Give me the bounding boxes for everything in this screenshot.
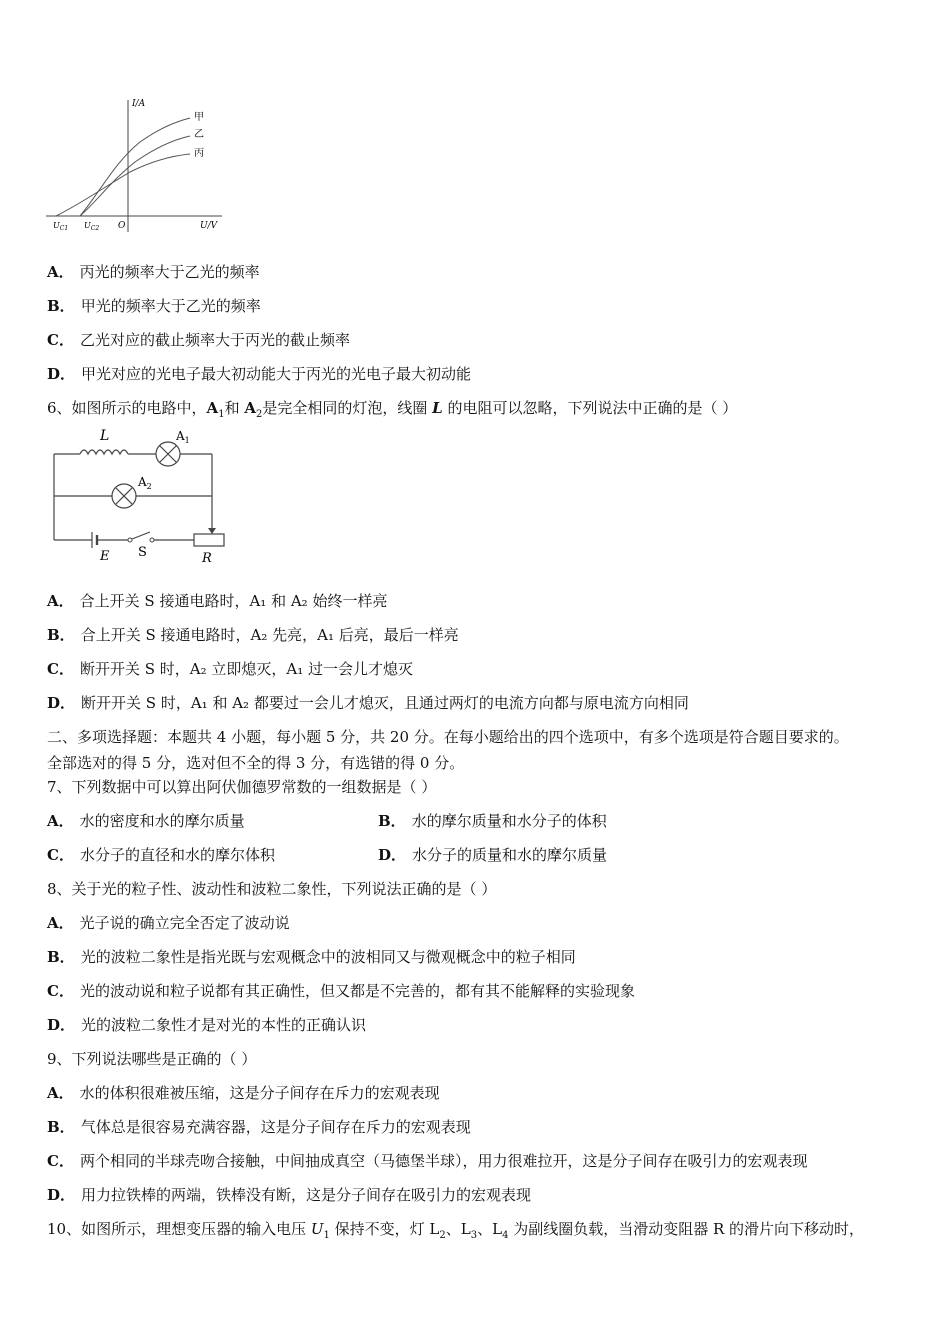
section2-scoring: 全部选对的得 5 分，选对但不全的得 3 分，有选错的得 0 分。 [47, 754, 465, 772]
origin-label: O [118, 221, 126, 231]
section2-heading: 二、多项选择题：本题共 4 小题，每小题 5 分，共 20 分。在每小题给出的四个选项中，有多个选项是符合题目要求的。 [47, 728, 849, 746]
q6-option-d: D． 断开开关 S 时，A₁ 和 A₂ 都要过一会儿才熄灭，且通过两灯的电流方向都与原电流方向相同 [47, 694, 689, 712]
battery-e [92, 532, 97, 548]
q7-option-a: A． 水的密度和水的摩尔质量 [47, 812, 245, 830]
iu-graph-figure [40, 92, 230, 240]
label-a2: $A_2$ [138, 475, 152, 491]
label-l: L [100, 428, 110, 444]
q5-option-b: B． 甲光的频率大于乙光的频率 [47, 297, 261, 315]
q7-stem: 7、下列数据中可以算出阿伏伽德罗常数的一组数据是（ ） [47, 778, 437, 796]
q8-stem: 8、关于光的粒子性、波动性和波粒二象性，下列说法正确的是（ ） [47, 880, 497, 898]
q6-stem: 6、如图所示的电路中，$A_1$和 $A_2$是完全相同的灯泡，线圈 L 的电阻可以忽略，下列说法中正确的是（ ） [47, 399, 738, 420]
curve-yi-label: 乙 [194, 129, 204, 140]
lamp-a1 [156, 442, 180, 466]
lamp-a2 [112, 484, 136, 508]
q5-option-d: D． 甲光对应的光电子最大初动能大于丙光的光电子最大初动能 [47, 365, 472, 383]
q7-option-c: C． 水分子的直径和水的摩尔体积 [47, 846, 275, 864]
q9-option-c: C． 两个相同的半球壳吻合接触，中间抽成真空（马德堡半球），用力很难拉开，这是分子间存在吸引力的宏观表现 [47, 1152, 808, 1170]
label-e: E [100, 549, 110, 564]
q7-option-d: D． 水分子的质量和水的摩尔质量 [378, 846, 608, 864]
q8-option-b: B． 光的波粒二象性是指光既与宏观概念中的波相同又与微观概念中的粒子相同 [47, 948, 576, 966]
uc1-label: $U_{C1}$ [53, 221, 69, 232]
rheostat-r [194, 534, 224, 546]
q6-option-c: C． 断开开关 S 时，A₂ 立即熄灭，A₁ 过一会儿才熄灭 [47, 660, 413, 678]
q8-option-c: C． 光的波动说和粒子说都有其正确性，但又都是不完善的，都有其不能解释的实验现象 [47, 982, 635, 1000]
q6-option-a: A． 合上开关 S 接通电路时，A₁ 和 A₂ 始终一样亮 [47, 592, 388, 610]
q9-option-b: B． 气体总是很容易充满容器，这是分子间存在斥力的宏观表现 [47, 1118, 471, 1136]
inductor-L [80, 450, 128, 454]
q9-stem: 9、下列说法哪些是正确的（ ） [47, 1050, 257, 1068]
q9-option-a: A． 水的体积很难被压缩，这是分子间存在斥力的宏观表现 [47, 1084, 440, 1102]
curve-bing [56, 154, 190, 216]
q10-stem: 10、如图所示，理想变压器的输入电压 $U_1$ 保持不变，灯 $L_2$、$L_3$、$L_4$ 为副线圈负载，当滑动变阻器 R 的滑片向下移动时， [47, 1220, 865, 1241]
circuit-figure [46, 424, 236, 566]
curve-bing-label: 丙 [194, 148, 204, 159]
curve-jia-label: 甲 [194, 112, 204, 123]
switch-s [128, 532, 154, 542]
curve-yi [80, 136, 190, 216]
curve-jia [80, 118, 190, 216]
q6-option-b: B． 合上开关 S 接通电路时，A₂ 先亮，A₁ 后亮，最后一样亮 [47, 626, 459, 644]
y-axis-label: I/A [132, 99, 146, 109]
label-a1: $A_1$ [176, 429, 190, 445]
q5-option-a: A． 丙光的频率大于乙光的频率 [47, 263, 260, 281]
q8-option-a: A． 光子说的确立完全否定了波动说 [47, 914, 290, 932]
q9-option-d: D． 用力拉铁棒的两端，铁棒没有断，这是分子间存在吸引力的宏观表现 [47, 1186, 532, 1204]
x-axis-label: U/V [200, 221, 218, 231]
label-r: R [202, 551, 212, 566]
q5-option-c: C． 乙光对应的截止频率大于丙光的截止频率 [47, 331, 350, 349]
q8-option-d: D． 光的波粒二象性才是对光的本性的正确认识 [47, 1016, 367, 1034]
uc2-label: $U_{C2}$ [84, 221, 100, 232]
q7-option-b: B． 水的摩尔质量和水分子的体积 [378, 812, 607, 830]
label-s: S [138, 545, 147, 560]
